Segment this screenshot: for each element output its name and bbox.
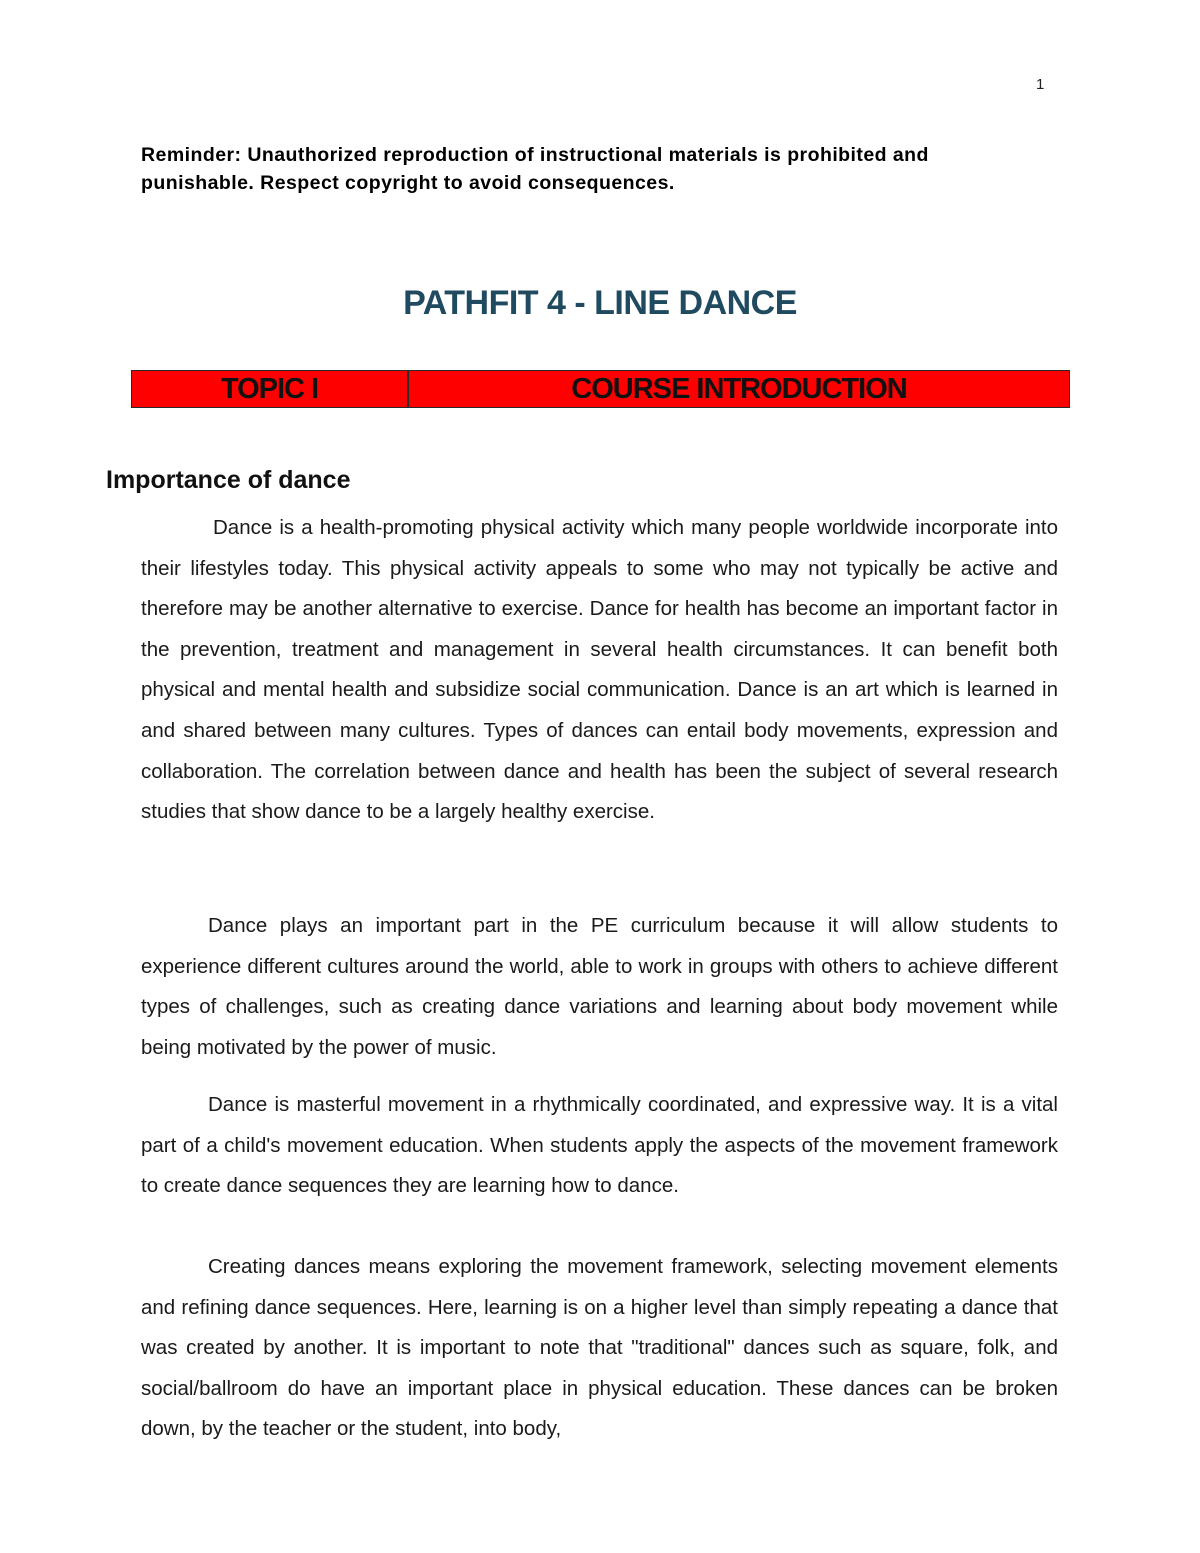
body-paragraph-4: Creating dances means exploring the movement framework, selecting movement elements and refining dance sequences. Here, learning is on a higher level than simply repeating a dance that was created by another. It is important to note that "traditional" dances such as square, folk, and social/ballroom do have an important place in physical education. These dances can be broken down, by the teacher or the student, into body, (141, 1255, 1058, 1441)
body-paragraph-3: Dance is masterful movement in a rhythmically coordinated, and expressive way. It is a vital part of a child's movement education. When students apply the aspects of the movement framework to create dance sequences they are learning how to dance. (141, 1093, 1058, 1198)
topic-title-cell: COURSE INTRODUCTION (571, 372, 907, 405)
section-heading: Importance of dance (106, 466, 351, 494)
topic-banner-table (131, 370, 1070, 408)
body-paragraph-1: Dance is a health-promoting physical activity which many people worldwide incorporate into their lifestyles today. This physical activity appeals to some who may not typically be active and therefore may be another alternative to exercise. Dance for health has become an important factor in the prevention, treatment and management in several health circumstances. It can benefit both physical and mental health and subsidize social communication. Dance is an art which is learned in and shared between many cultures. Types of dances can entail body movements, expression and collaboration. The correlation between dance and health has been the subject of several research studies that show dance to be a largely healthy exercise. (141, 516, 1058, 824)
page-number: 1 (1036, 76, 1045, 93)
document-title: PATHFIT 4 - LINE DANCE (403, 284, 797, 322)
topic-number-cell: TOPIC I (132, 371, 409, 407)
body-paragraph-2: Dance plays an important part in the PE curriculum because it will allow students to experience different cultures around the world, able to work in groups with others to achieve different types of challenges, such as creating dance variations and learning about body movement while being motivated by the power of music. (141, 914, 1058, 1059)
copyright-reminder: Reminder: Unauthorized reproduction of instructional materials is prohibited and punishable. Respect copyright to avoid consequences. (141, 144, 929, 194)
